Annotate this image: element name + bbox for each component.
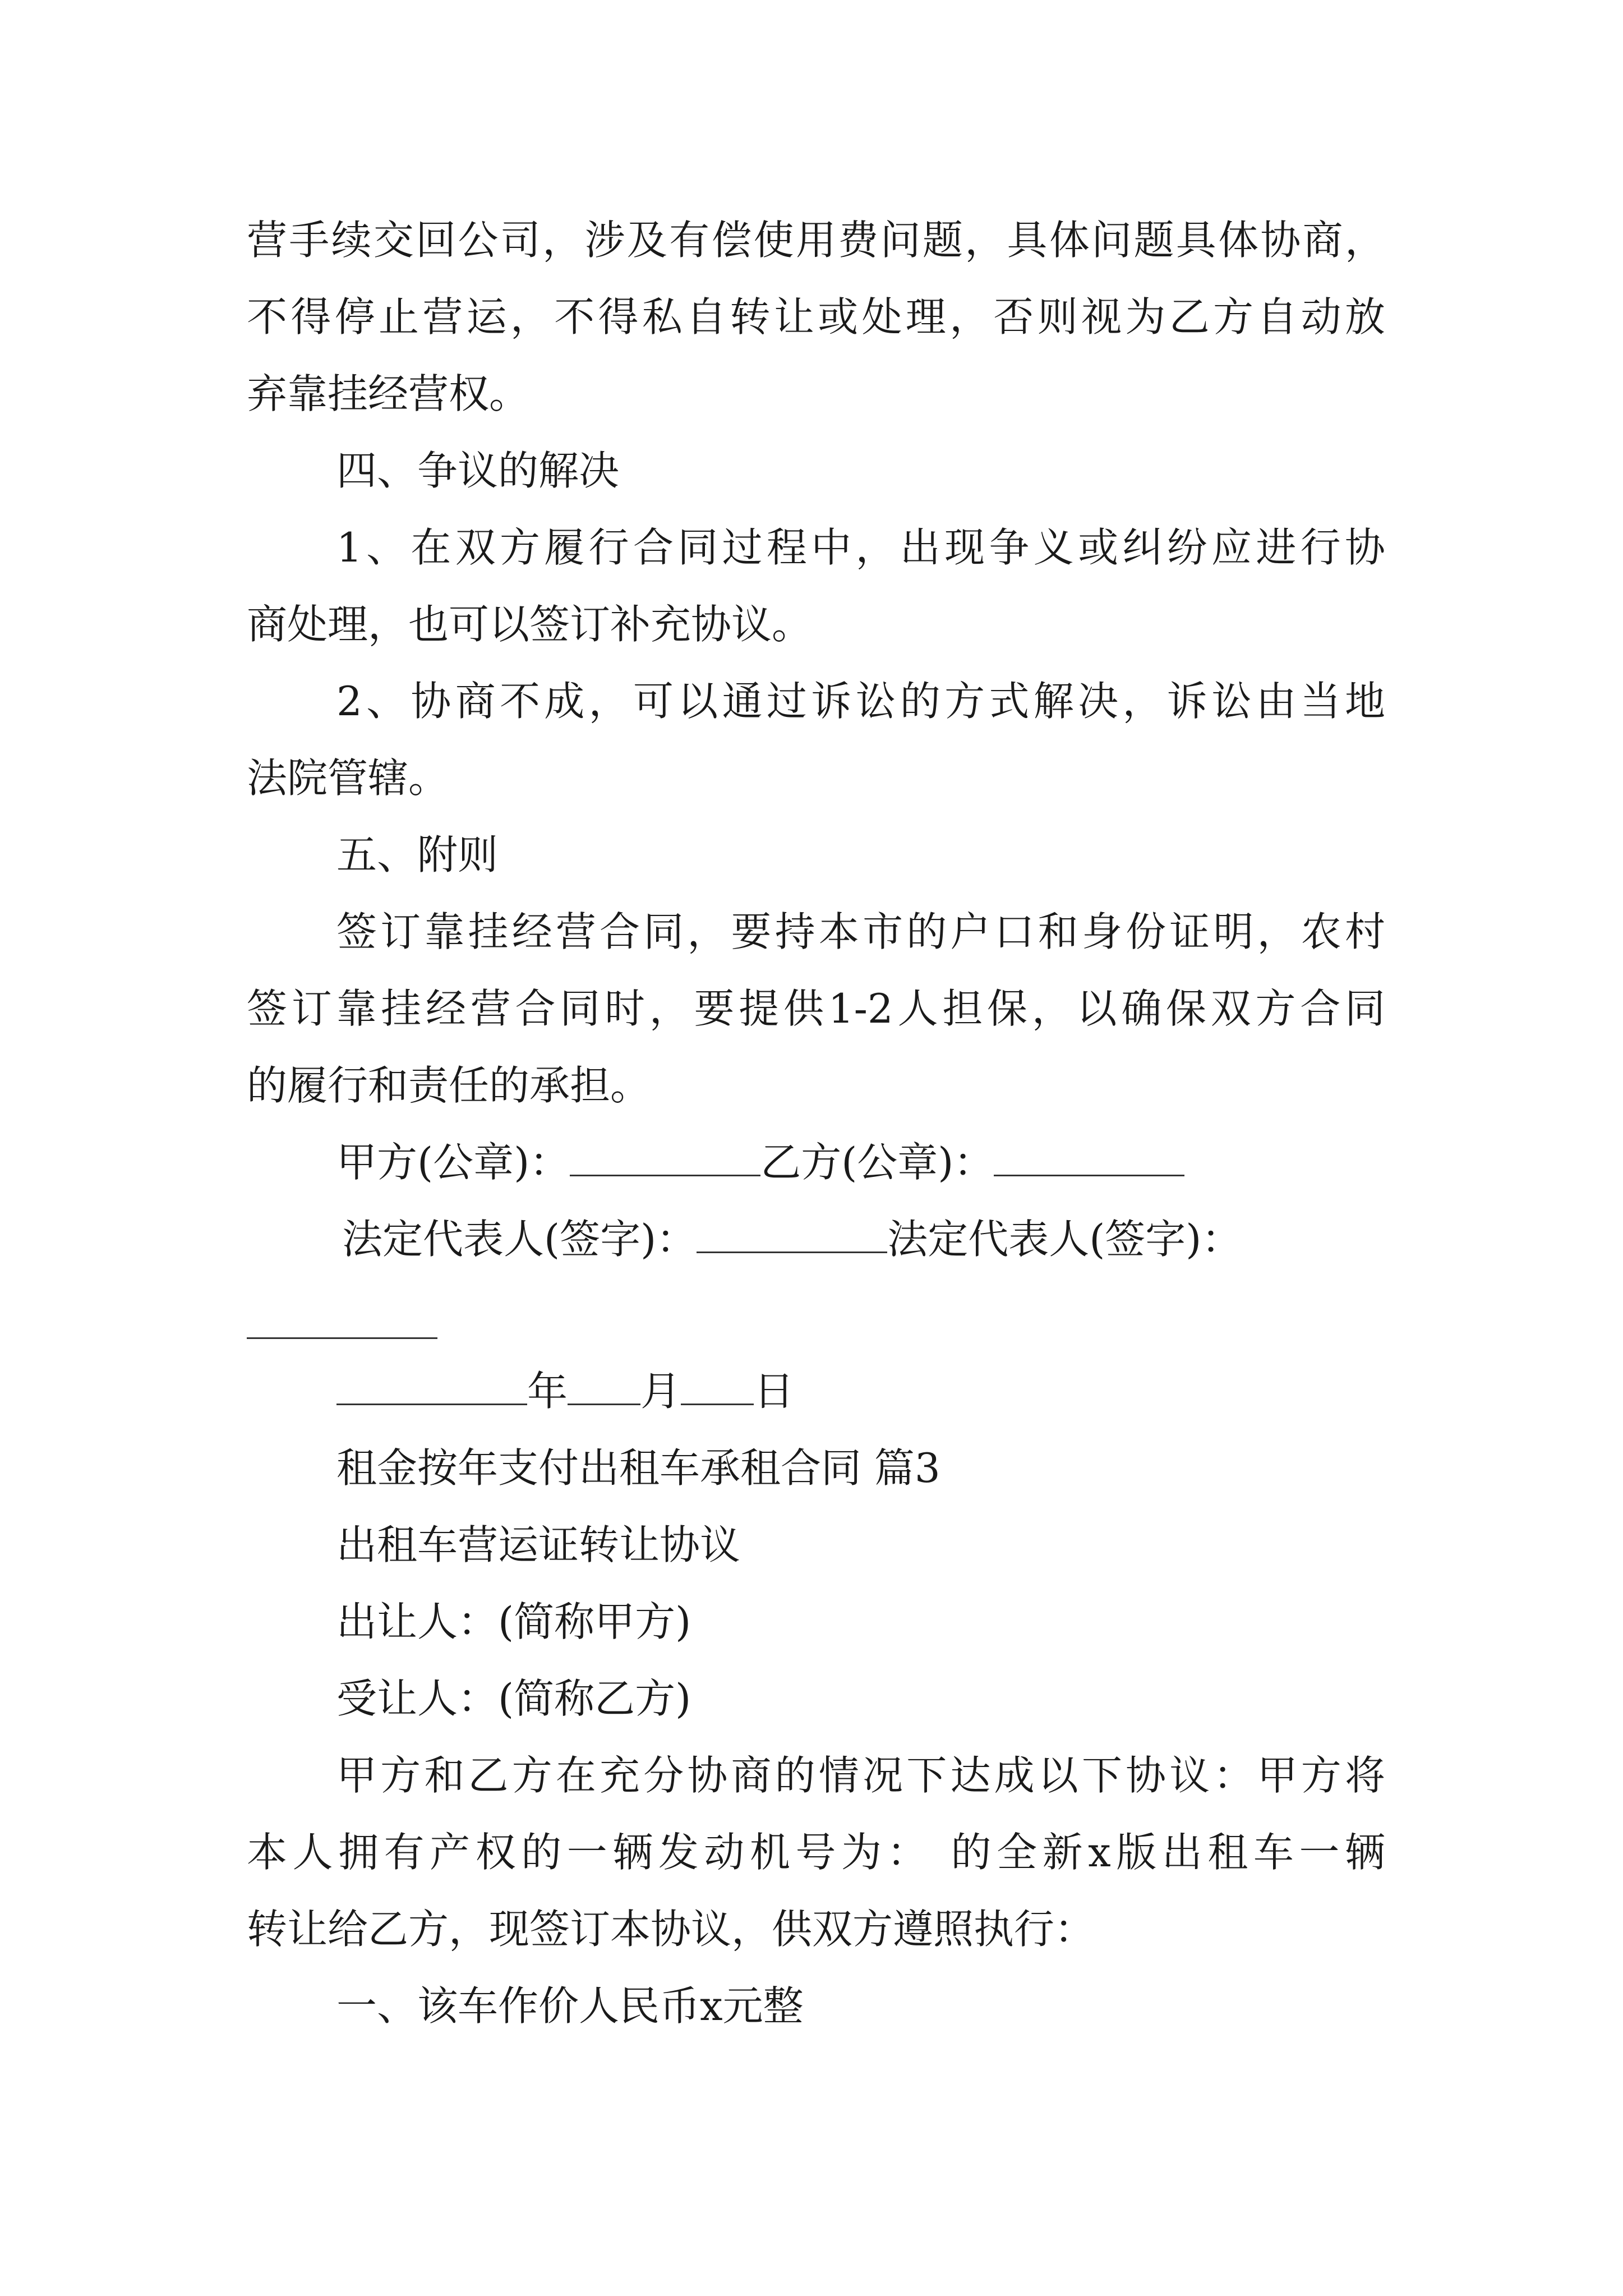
- paragraph-line: 签订靠挂经营合同，要持本市的户口和身份证明，农村: [336, 908, 1385, 955]
- day-label: 日: [754, 1368, 795, 1415]
- section-heading: 五、附则: [336, 831, 499, 878]
- rep-a-label: 法定代表人(签字)：: [342, 1216, 697, 1263]
- paragraph-line: 的履行和责任的承担。: [247, 1062, 651, 1109]
- paragraph-line: 营手续交回公司，涉及有偿使用费问题，具体问题具体协商，: [247, 217, 1385, 264]
- month-blank: [568, 1366, 640, 1405]
- date-line: [336, 1363, 794, 1419]
- year-blank: [336, 1366, 527, 1405]
- day-blank: [681, 1366, 754, 1405]
- clause-item: 一、该车作价人民币x元整: [336, 1982, 804, 2030]
- paragraph-line: 2、协商不成，可以通过诉讼的方式解决，诉讼由当地: [336, 678, 1385, 725]
- paragraph-line: 本人拥有产权的一辆发动机号为： 的全新x版出租车一辆: [247, 1829, 1385, 1876]
- party-a-label: 甲方(公章)：: [336, 1139, 570, 1186]
- paragraph-line: 商处理，也可以签订补充协议。: [247, 601, 813, 648]
- signature-line-parties: [336, 1134, 1184, 1190]
- section-heading: 租金按年支付出租车承租合同 篇3: [336, 1444, 940, 1492]
- party-b-label: 乙方(公章)：: [760, 1139, 994, 1186]
- agreement-title: 出租车营运证转让协议: [336, 1521, 741, 1568]
- section-heading: 四、争议的解决: [336, 447, 620, 494]
- rep-a-blank: [697, 1214, 887, 1253]
- party-b-blank: [994, 1138, 1184, 1176]
- party-a-blank: [570, 1138, 760, 1176]
- paragraph-line: 弃靠挂经营权。: [247, 370, 530, 417]
- paragraph-line: 转让给乙方，现签订本协议，供双方遵照执行：: [247, 1906, 1095, 1953]
- paragraph-line: 甲方和乙方在充分协商的情况下达成以下协议：甲方将: [336, 1752, 1385, 1799]
- paragraph-line: 1、在双方履行合同过程中，出现争义或纠纷应进行协: [336, 524, 1385, 571]
- rep-b-label: 法定代表人(签字)：: [887, 1216, 1242, 1263]
- year-label: 年: [527, 1368, 568, 1415]
- paragraph-line: 签订靠挂经营合同时，要提供1-2人担保，以确保双方合同: [247, 985, 1385, 1032]
- transferor-line: 出让人：(简称甲方): [336, 1598, 691, 1645]
- month-label: 月: [640, 1368, 681, 1415]
- paragraph-line: 不得停止营运，不得私自转让或处理，否则视为乙方自动放: [247, 293, 1385, 341]
- rep-b-blank: [247, 1337, 437, 1339]
- signature-line-representatives: [342, 1211, 1242, 1267]
- transferee-line: 受让人：(简称乙方): [336, 1675, 691, 1722]
- paragraph-line: 法院管辖。: [247, 754, 449, 802]
